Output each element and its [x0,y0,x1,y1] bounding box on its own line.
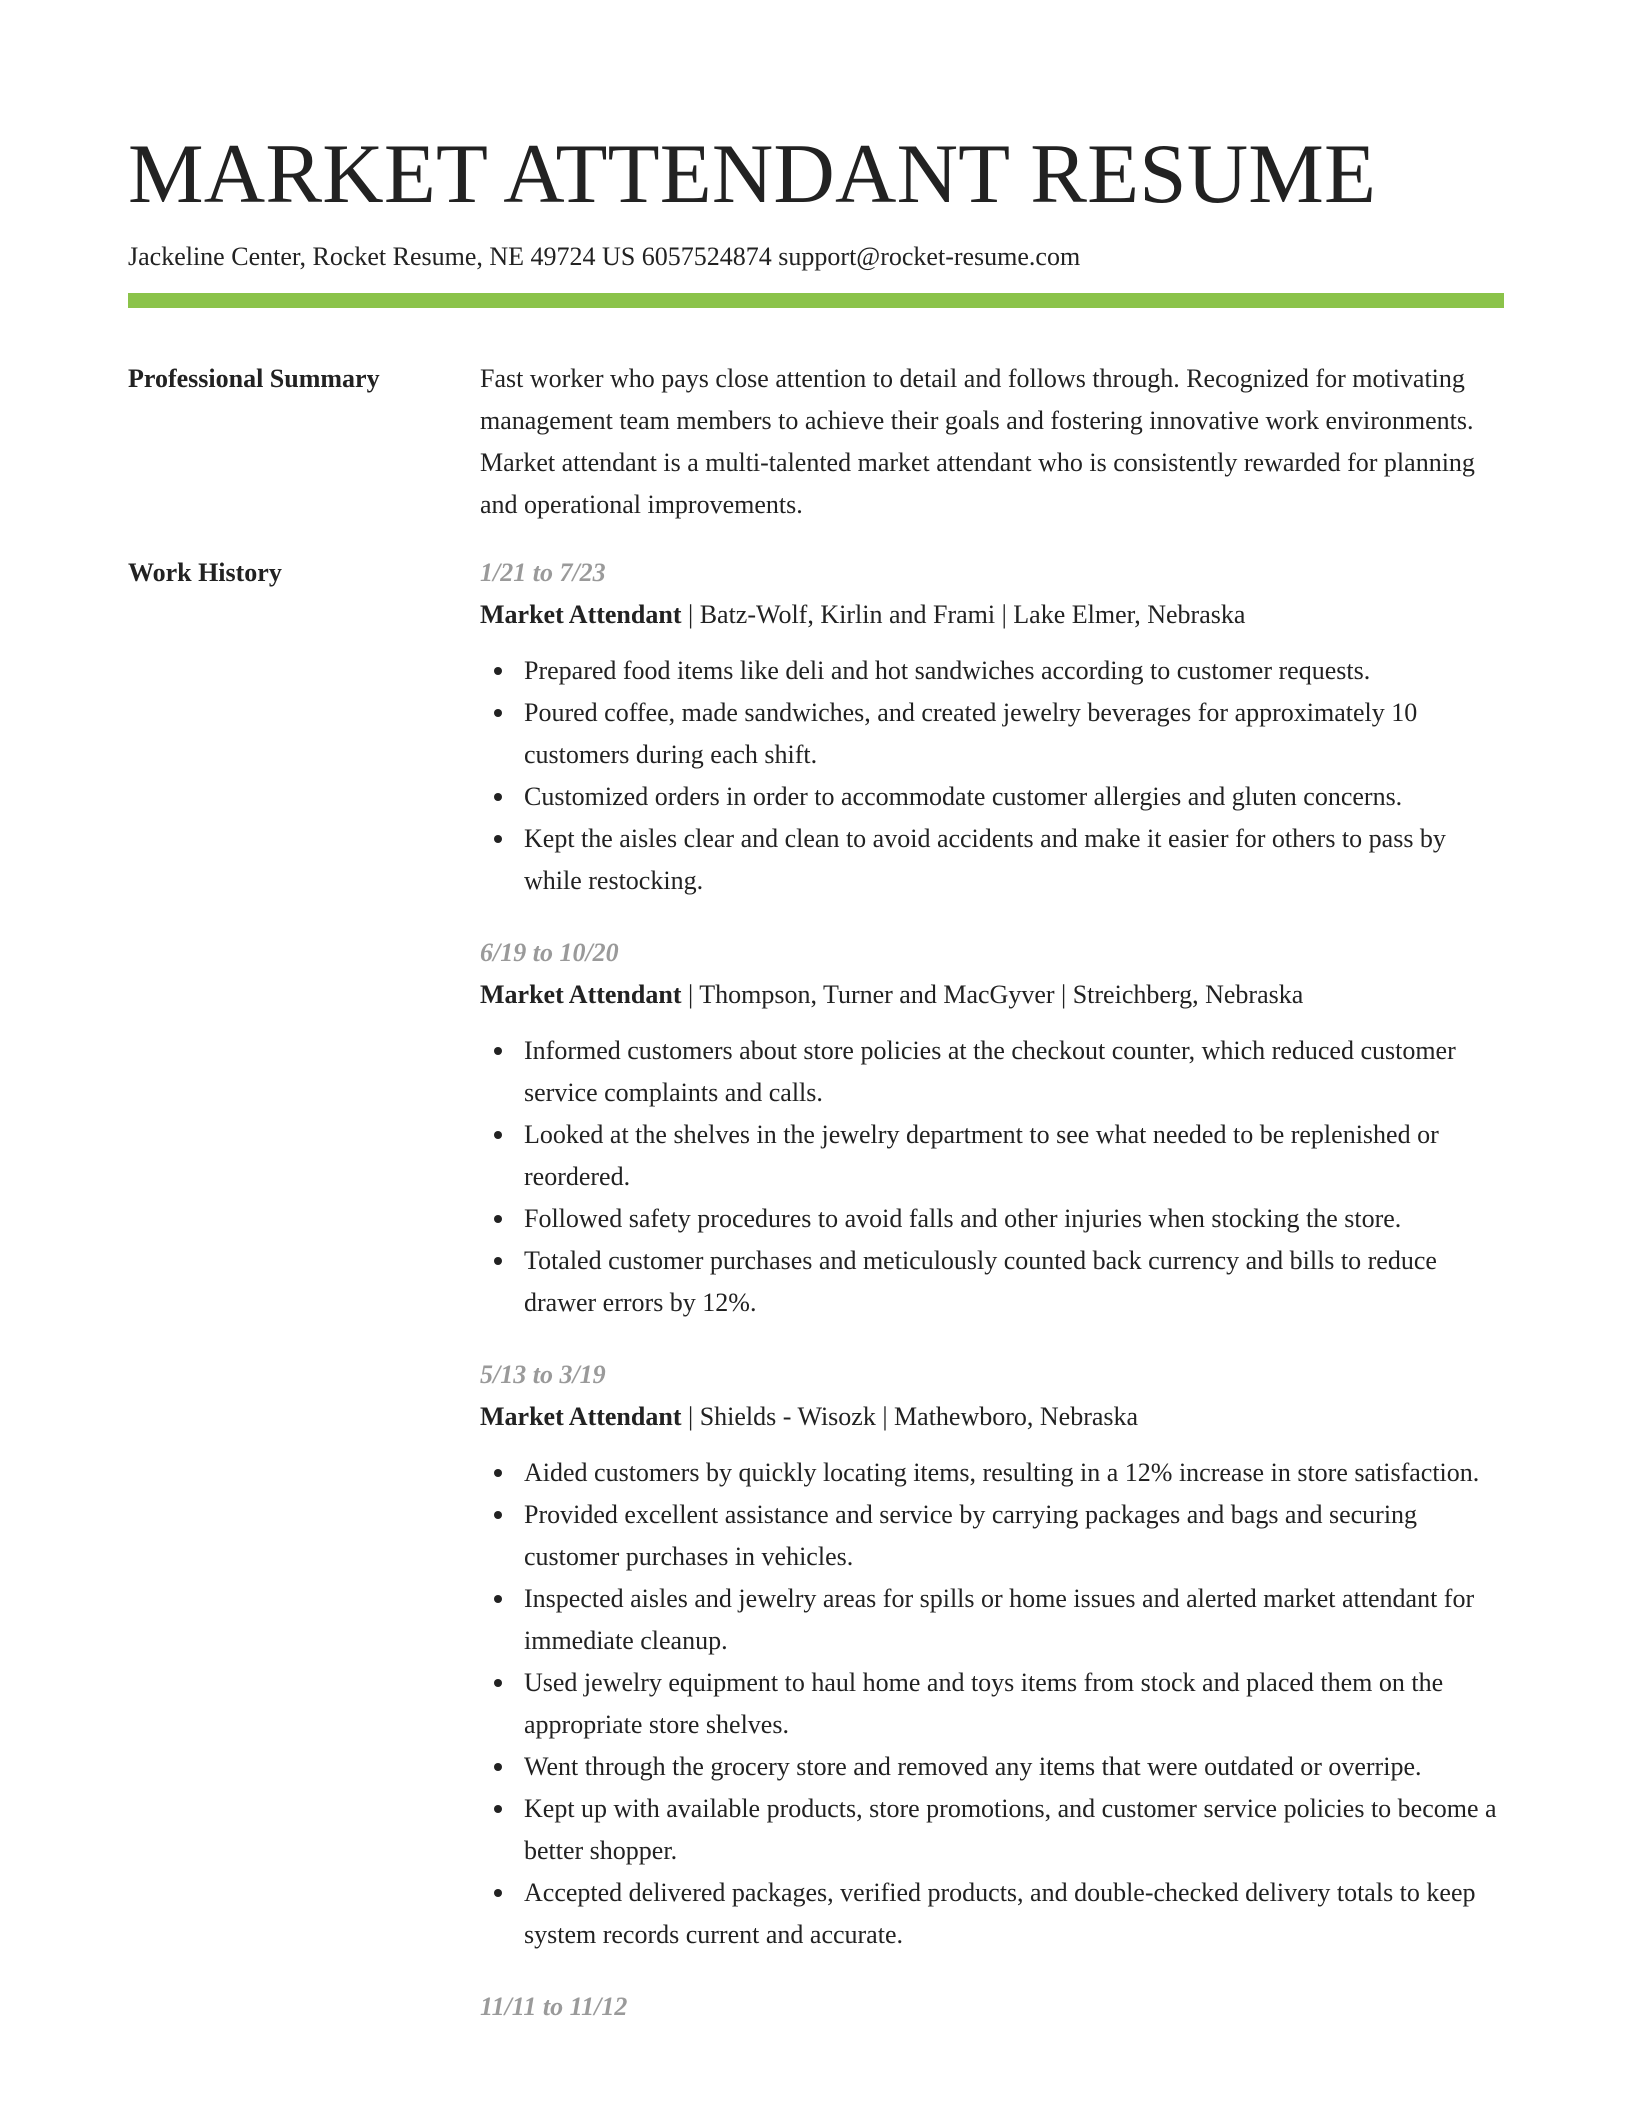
job-dates: 6/19 to 10/20 [480,938,619,968]
job-bullet: Went through the grocery store and removed any items that were outdated or overripe. [524,1746,1504,1788]
job-dates: 11/11 to 11/12 [480,1992,628,2022]
job-details: | Batz-Wolf, Kirlin and Frami | Lake Elmer, Nebraska [681,600,1246,630]
job-details: | Thompson, Turner and MacGyver | Streichberg, Nebraska [681,980,1304,1010]
job-bullets [480,650,1504,902]
job-dates: 5/13 to 3/19 [480,1360,606,1390]
job-bullets [480,1030,1504,1324]
job-role: Market Attendant [480,980,682,1010]
job-role: Market Attendant [480,1402,682,1432]
job-dates: 1/21 to 7/23 [480,558,606,588]
job-details: | Shields - Wisozk | Mathewboro, Nebraska [681,1402,1139,1432]
job-heading [480,1396,1504,1438]
job-bullet: Accepted delivered packages, verified products, and double-checked delivery totals to keep system records current and accurate. [524,1872,1504,1956]
job-bullet: Poured coffee, made sandwiches, and created jewelry beverages for approximately 10 customers during each shift. [524,692,1504,776]
work-history-section [128,552,1504,2058]
job-entry [480,932,1504,1324]
work-history-list [480,552,1504,2058]
summary-text: Fast worker who pays close attention to detail and follows through. Recognized for motivating management team members to achieve their goals and fostering innovative work environments. Market attendant is a multi-talented market attendant who is consistently rewarded for planning and operational improvements. [480,364,1475,520]
job-bullet: Used jewelry equipment to haul home and toys items from stock and placed them on the appropriate store shelves. [524,1662,1504,1746]
job-bullets [480,1452,1504,1956]
summary-section [128,358,1504,526]
job-bullet: Prepared food items like deli and hot sandwiches according to customer requests. [524,650,1504,692]
job-bullet: Provided excellent assistance and service by carrying packages and bags and securing customer purchases in vehicles. [524,1494,1504,1578]
job-entry [480,552,1504,902]
job-role: Market Attendant [480,600,682,630]
job-bullet: Customized orders in order to accommodate customer allergies and gluten concerns. [524,776,1504,818]
resume-title: MARKET ATTENDANT RESUME [128,127,1377,221]
accent-divider [128,293,1504,308]
job-heading [480,974,1504,1016]
job-bullet: Inspected aisles and jewelry areas for spills or home issues and alerted market attendant for immediate cleanup. [524,1578,1504,1662]
job-bullet: Looked at the shelves in the jewelry department to see what needed to be replenished or reordered. [524,1114,1504,1198]
job-entry [480,1986,1504,2028]
job-bullet: Aided customers by quickly locating items, resulting in a 12% increase in store satisfaction. [524,1452,1504,1494]
contact-line: Jackeline Center, Rocket Resume, NE 49724 US 6057524874 support@rocket-resume.com [128,242,1081,271]
job-bullet: Informed customers about store policies at the checkout counter, which reduced customer service complaints and calls. [524,1030,1504,1114]
job-bullet: Kept up with available products, store promotions, and customer service policies to become a better shopper. [524,1788,1504,1872]
job-heading [480,594,1504,636]
job-entry [480,1354,1504,1956]
job-bullet: Totaled customer purchases and meticulously counted back currency and bills to reduce drawer errors by 12%. [524,1240,1504,1324]
section-label-summary: Professional Summary [128,364,380,394]
job-bullet: Followed safety procedures to avoid falls and other injuries when stocking the store. [524,1198,1504,1240]
job-bullet: Kept the aisles clear and clean to avoid accidents and make it easier for others to pass by while restocking. [524,818,1504,902]
section-label-work-history: Work History [128,558,282,588]
